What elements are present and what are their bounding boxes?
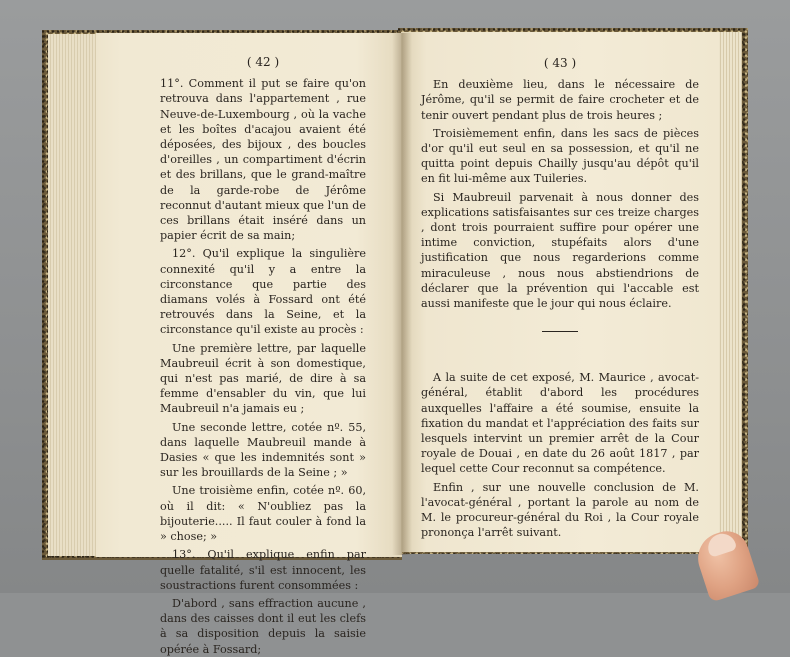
paragraph: 12°. Qu'il explique la singulière connexité qu'il y a entre la circonstance que partie des diamans volés à Fossard ont été retrouvés dans la Seine, et la circonstance qu'il existe au procès : (160, 247, 366, 337)
paragraph: Enfin , sur une nouvelle conclusion de M. l'avocat-général , portant la parole au nom de M. le procureur-général du Roi , la Cour royale prononça l'arrêt suivant. (421, 480, 699, 540)
page-edges-left (48, 34, 98, 556)
page-number: ( 43 ) (543, 56, 577, 70)
paragraph: 11°. Comment il put se faire qu'on retrouva dans l'appartement , rue Neuve-de-Luxembourg , où la vache et les boîtes d'acajou avaient été déposées, des bijoux , des boucles d'oreilles , un compartiment d'écrin et des brillans, que le grand-maître de la garde-robe de Jérôme reconnut d'autant mieux que l'un de ces brillans était inséré dans un papier écrit de sa main; (160, 77, 366, 243)
page-number: ( 42 ) (246, 55, 280, 69)
section-divider (542, 331, 578, 332)
paragraph: Une troisième enfin, cotée nº. 60, où il dit: « N'oubliez pas la bijouterie..... Il faut couler à fond la » chose; » (160, 484, 366, 544)
paragraph: En deuxième lieu, dans le nécessaire de Jérôme, qu'il se permit de faire crocheter et de tenir ouvert pendant plus de trois heures ; (421, 78, 699, 122)
book-gutter (392, 33, 412, 555)
paragraph: D'abord , sans effraction aucune , dans des caisses dont il eut les clefs à sa disposition depuis la saisie opérée à Fossard; (160, 596, 366, 656)
paragraph: Une première lettre, par laquelle Maubreuil écrit à son domestique, qui n'est pas marié, de dire à sa femme d'ensabler du vin, que lui Maubreuil n'a jamais eu ; (160, 341, 366, 416)
left-page (96, 33, 402, 656)
paragraph: 13°. Qu'il explique enfin par quelle fatalité, s'il est innocent, les soustractions furent consommées : (160, 548, 366, 592)
right-page (401, 32, 719, 552)
paragraph: Si Maubreuil parvenait à nous donner des explications satisfaisantes sur ces treize charges , dont trois pourraient suffire pour opérer une intime conviction, stupéfaits alors d'une justification que nous regarderions comme miraculeuse , nous nous abstiendrions de déclarer que la prévention qui l'accable est aussi manifeste que le jour qui nous éclaire. (421, 190, 699, 311)
paragraph: Troisièmement enfin, dans les sacs de pièces d'or qu'il eut seul en sa possession, et qu'il ne quitta point depuis Chailly jusqu'au dépôt qu'il en fit lui-même aux Tuileries. (421, 126, 699, 186)
paragraph: Une seconde lettre, cotée nº. 55, dans laquelle Maubreuil mande à Dasies « que les indemnités sont » sur les brouillards de la Seine ; » (160, 420, 366, 480)
paragraph: A la suite de cet exposé, M. Maurice , avocat-général, établit d'abord les procédures auxquelles l'affaire a été soumise, ensuite la fixation du mandat et l'appréciation des faits sur lesquels intervint un premier arrêt de la Cour royale de Douai , en date du 26 août 1817 , par lequel cette Cour reconnut sa compétence. (421, 371, 699, 476)
